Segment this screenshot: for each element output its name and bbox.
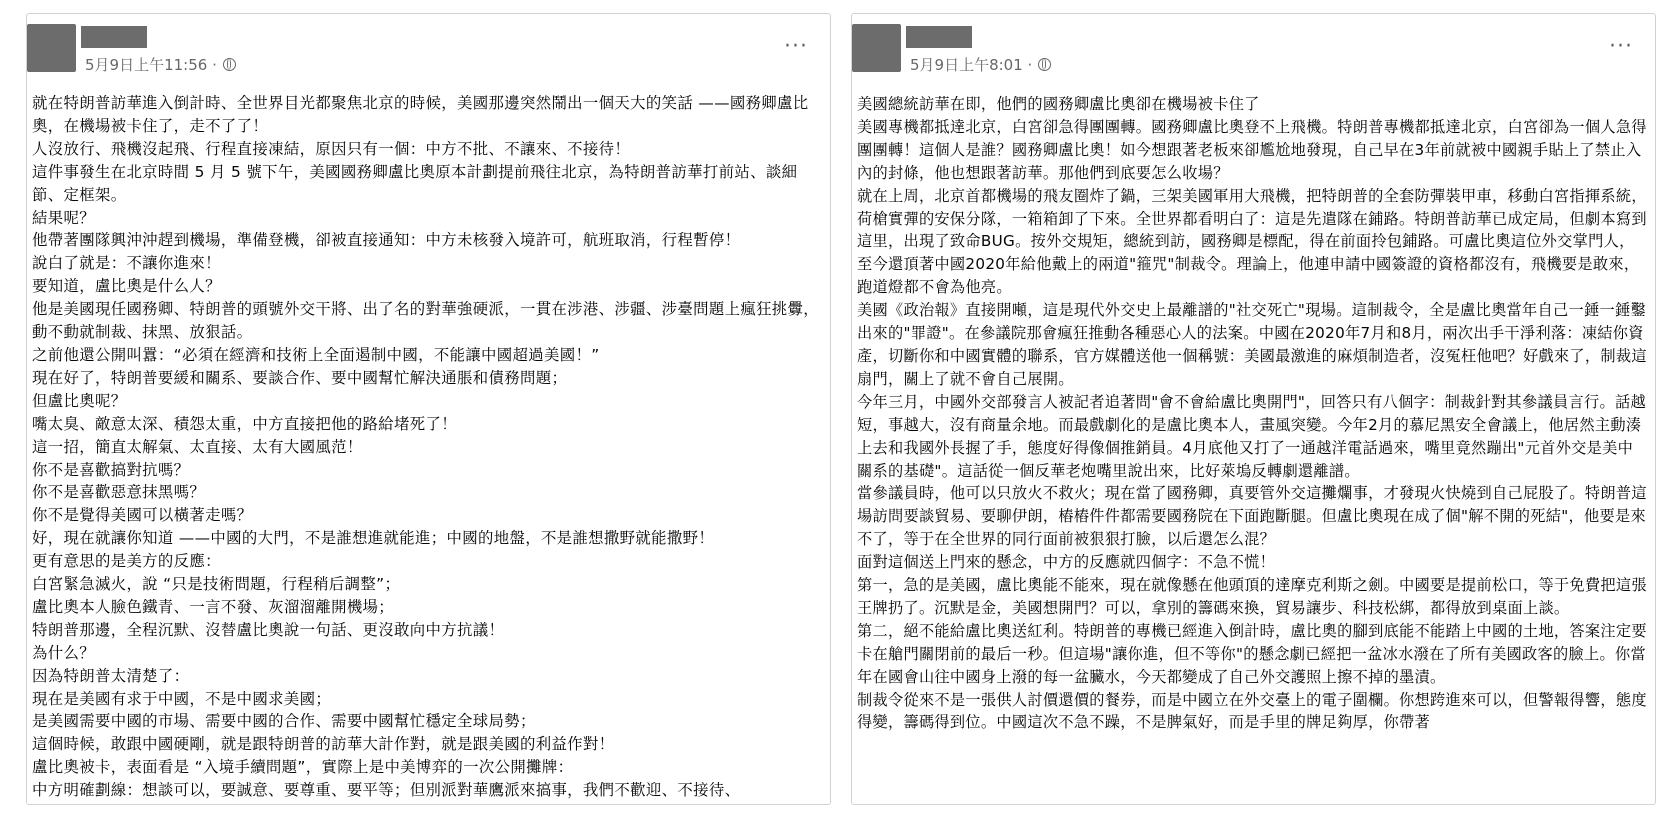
post-paragraph: 因為特朗普太清楚了：: [32, 666, 190, 685]
post-paragraph: 美國專機都抵達北京，白宮卻急得團團轉。國務卿盧比奧登不上飛機。特朗普專機都抵達北京，白宮卻為一個人急得團團轉！這個人是誰？國務卿盧比奧！如今想跟著老板來卻尷尬地發現，自己早在3年前就被中國親手貼上了禁止入內的封條，他也想跟著訪華。那他們到底要怎么收場？: [857, 117, 1647, 182]
post-paragraph: 之前他還公開叫囂：“必須在經濟和技術上全面遏制中國，不能讓中國超過美國！”: [32, 345, 600, 364]
post-paragraph: 盧比奧被卡，表面看是 “入境手續問題”，實際上是中美博弈的一次公開攤牌：: [32, 758, 574, 777]
post-body: [857, 93, 1647, 734]
post-paragraph: 結果呢？: [32, 208, 95, 227]
post-paragraph: 他帶著團隊興沖沖趕到機場，準備登機，卻被直接通知：中方未核發入境許可，航班取消，行程暫停！: [32, 231, 741, 250]
post-paragraph: 你不是喜歡搞對抗嗎？: [32, 460, 190, 479]
avatar-redacted[interactable]: [27, 24, 76, 72]
post-paragraph: 現在是美國有求于中國，不是中國求美國；: [32, 689, 332, 708]
post-paragraph: 人沒放行、飛機沒起飛、行程直接凍結，原因只有一個：中方不批、不讓來、不接待！: [32, 139, 631, 158]
post-timestamp[interactable]: 5月9日上午11:56 ·: [85, 56, 217, 74]
post-header: [852, 14, 1655, 84]
post-paragraph: 白宮緊急滅火，說 “只是技術問題，行程稍后調整”；: [32, 575, 401, 594]
post-paragraph: 就在特朗普訪華進入倒計時、全世界目光都聚焦北京的時候，美國那邊突然鬧出一個天大的笑話 ——國務卿盧比奧，在機場被卡住了，走不了了！: [32, 94, 809, 135]
post-paragraph: 你不是覺得美國可以橫著走嗎？: [32, 506, 253, 525]
post-timestamp[interactable]: 5月9日上午8:01 ·: [910, 56, 1033, 74]
avatar-redacted[interactable]: [852, 24, 901, 72]
post-paragraph: 第一，急的是美國，盧比奧能不能來，現在就像懸在他頭頂的達摩克利斯之劍。中國要是提前松口，等于免費把這張王牌扔了。沉默是金，美國想開門？可以，拿別的籌碼來換，貿易讓步、科技松綁，都得放到桌面上談。: [857, 576, 1647, 617]
post-paragraph: 中方明確劃線：想談可以，要誠意、要尊重、要平等；但別派對華鷹派來搞事，我們不歡迎、不接待、: [32, 781, 741, 800]
facebook-post-left: [26, 13, 831, 805]
post-paragraph: 當參議員時，他可以只放火不救火；現在當了國務卿，真要管外交這攤爛事，才發現火快燒到自己屁股了。特朗普這場訪問要談貿易、要聊伊朗，樁樁件件都需要國務院在下面跑斷腿。但盧比奧現在成了個"解不開的死結"，他要是來不了，等于在全世界的同行面前被狠狠打臉，以后還怎么混？: [857, 484, 1647, 549]
post-meta: [910, 54, 1051, 75]
post-paragraph: 為什么？: [32, 643, 95, 662]
post-paragraph: 就在上周，北京首都機場的飛友圈炸了鍋，三架美國軍用大飛機，把特朗普的全套防彈裝甲車，移動白宮指揮系統，荷槍實彈的安保分隊，一箱箱卸了下來。全世界都看明白了：這是先遣隊在鋪路。特朗普訪華已成定局，但劇本寫到這里，出現了致命BUG。按外交規矩，總統到訪，國務卿是標配，得在前面拎包鋪路。可盧比奧這位外交掌門人，至今還頂著中國2020年給他戴上的兩道"箍咒"制裁令。理論上，他連申請中國簽證的資格都沒有，飛機要是敢來，跑道燈都不會為他亮。: [857, 186, 1647, 297]
author-name-redacted[interactable]: [81, 26, 147, 48]
post-paragraph: 嘴太臭、敵意太深、積怨太重，中方直接把他的路給堵死了！: [32, 414, 457, 433]
facebook-post-right: [851, 13, 1656, 805]
post-paragraph: 美國《政治報》直接開噸，這是現代外交史上最離譜的"社交死亡"現場。這制裁令，全是盧比奧當年自己一錘一錘鑿出來的"罪證"。在參議院那會瘋狂推動各種惡心人的法案。中國在2020年7月和8月，兩次出手干淨利落：凍結你資產，切斷你和中國實體的聯系，官方媒體送他一個稱號：美國最激進的麻煩制造者，沒冤枉他吧？好戲來了，制裁這扇門，關上了就不會自己展開。: [857, 301, 1647, 388]
post-paragraph: 面對這個送上門來的懸念，中方的反應就四個字：不急不慌！: [857, 553, 1276, 572]
globe-icon[interactable]: [1038, 58, 1051, 71]
post-paragraph: 制裁令從來不是一張供人討價還價的餐券，而是中國立在外交臺上的電子圍欄。你想跨進來可以，但警報得響，態度得變，籌碼得到位。中國這次不急不躁，不是脾氣好，而是手里的牌足夠厚，你帶著: [857, 690, 1647, 732]
post-header: [27, 14, 830, 84]
post-paragraph: 這一招，簡直太解氣、太直接、太有大國風范！: [32, 437, 363, 456]
post-paragraph: 這件事發生在北京時間 5 月 5 號下午，美國國務卿盧比奧原本計劃提前飛往北京，為特朗普訪華打前站、談細節、定框架。: [32, 162, 798, 204]
post-paragraph: 說白了就是：不讓你進來！: [32, 254, 221, 273]
post-paragraph: 是美國需要中國的市場、需要中國的合作、需要中國幫忙穩定全球局勢；: [32, 712, 536, 731]
post-paragraph: 好，現在就讓你知道 ——中國的大門，不是誰想進就能進；中國的地盤，不是誰想撒野就能撒野！: [32, 529, 715, 548]
more-options-icon[interactable]: ···: [1609, 34, 1633, 59]
more-options-icon[interactable]: ···: [784, 34, 808, 59]
post-paragraph: 要知道，盧比奧是什么人？: [32, 277, 221, 296]
post-paragraph: 但盧比奧呢？: [32, 391, 127, 410]
post-paragraph: 美國總統訪華在即，他們的國務卿盧比奧卻在機場被卡住了: [857, 95, 1260, 113]
post-paragraph: 更有意思的是美方的反應：: [32, 552, 221, 571]
author-name-redacted[interactable]: [906, 26, 972, 48]
post-paragraph: 盧比奧本人臉色鐵青、一言不發、灰溜溜離開機場；: [32, 597, 395, 616]
post-body: [32, 92, 822, 802]
post-paragraph: 特朗普那邊，全程沉默、沒替盧比奧說一句話、更沒敢向中方抗議！: [32, 620, 505, 639]
post-paragraph: 第二，絕不能給盧比奧送紅利。特朗普的專機已經進入倒計時，盧比奧的腳到底能不能踏上中國的土地，答案注定要卡在艙門關閉前的最后一秒。但這場"讓你進，但不等你"的懸念劇已經把一盆冰水潑在了所有美國政客的臉上。你當年在國會山往中國身上潑的每一盆臟水，今天都變成了自己外交護照上擦不掉的墨漬。: [857, 621, 1647, 686]
globe-icon[interactable]: [223, 58, 236, 71]
post-paragraph: 今年三月，中國外交部發言人被記者追著問"會不會給盧比奧開門"，回答只有八個字：制裁針對其參議員言行。話越短，事越大，沒有商量余地。而最戲劇化的是盧比奧本人，畫風突變。今年2月的慕尼黑安全會議上，他居然主動湊上去和我國外長握了手，態度好得像個推銷員。4月底他又打了一通越洋電話過來，嘴里竟然蹦出"元首外交是美中關系的基礎"。這話從一個反華老炮嘴里說出來，比好萊塢反轉劇還離譜。: [857, 392, 1646, 480]
post-paragraph: 現在好了，特朗普要緩和關系、要談合作、要中國幫忙解決通脹和債務問題；: [32, 368, 568, 387]
post-meta: [85, 54, 236, 75]
post-paragraph: 這個時候，敢跟中國硬剛，就是跟特朗普的訪華大計作對，就是跟美國的利益作對！: [32, 735, 615, 754]
post-paragraph: 你不是喜歡惡意抹黑嗎？: [32, 483, 206, 502]
post-paragraph: 他是美國現任國務卿、特朗普的頭號外交干將、出了名的對華強硬派，一貫在涉港、涉疆、涉臺問題上瘋狂挑釁，動不動就制裁、抹黑、放狠話。: [32, 300, 820, 342]
